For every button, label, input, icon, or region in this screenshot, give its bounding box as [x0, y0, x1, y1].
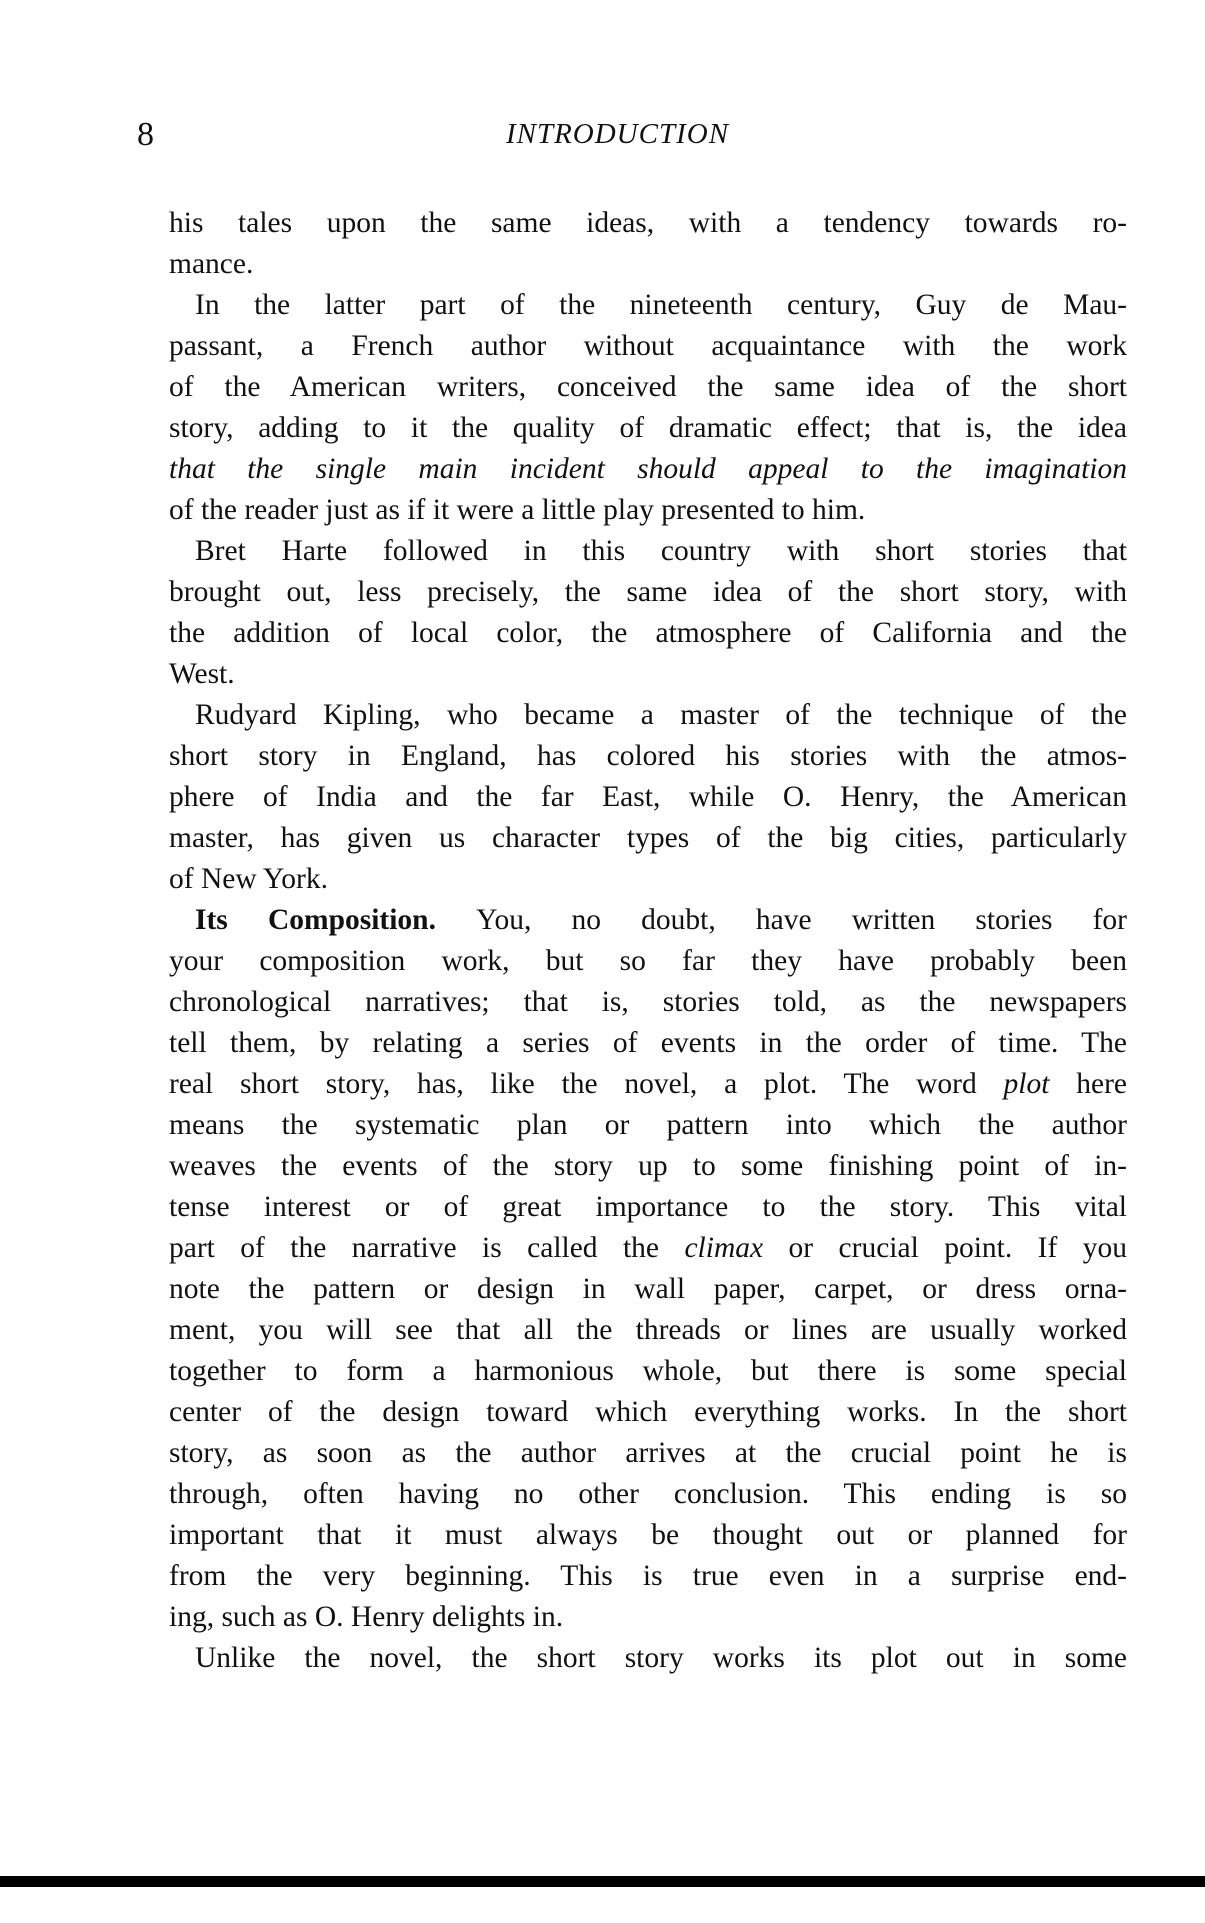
- text-line: together to form a harmonious whole, but there is some special: [169, 1355, 1127, 1387]
- text-line: of the reader just as if it were a little play presented to him.: [169, 494, 866, 526]
- text-line: short story in England, has colored his stories with the atmos-: [169, 740, 1127, 772]
- text-line: mance.: [169, 248, 254, 280]
- text-line: your composition work, but so far they have probably been: [169, 945, 1127, 977]
- section-heading: Its Composition.: [195, 904, 477, 936]
- text-line: through, often having no other conclusion. This ending is so: [169, 1478, 1127, 1510]
- text-line: the addition of local color, the atmosphere of California and the: [169, 617, 1127, 649]
- text-line: real short story, has, like the novel, a plot. The word plot here: [169, 1068, 1128, 1100]
- text-line: his tales upon the same ideas, with a tendency towards ro-: [169, 207, 1127, 239]
- text-line: weaves the events of the story up to some finishing point of in-: [169, 1150, 1127, 1182]
- text-line: tell them, by relating a series of events in the order of time. The: [169, 1027, 1127, 1059]
- text-line: of the American writers, conceived the same idea of the short: [169, 371, 1127, 403]
- text-line: part of the narrative is called the climax or crucial point. If you: [169, 1232, 1127, 1264]
- body-text: [169, 203, 1127, 1679]
- text-line: ing, such as O. Henry delights in.: [169, 1601, 564, 1633]
- text-line: brought out, less precisely, the same idea of the short story, with: [169, 576, 1127, 608]
- text-line: In the latter part of the nineteenth century, Guy de Mau-: [195, 289, 1127, 321]
- text-line: Bret Harte followed in this country with short stories that: [195, 535, 1127, 567]
- text-line: center of the design toward which everything works. In the short: [169, 1396, 1127, 1428]
- text-line: note the pattern or design in wall paper, carpet, or dress orna-: [169, 1273, 1127, 1305]
- text-line: Its Composition. You, no doubt, have written stories for: [195, 904, 1127, 936]
- bottom-rule: [0, 1876, 1205, 1887]
- text-line: ment, you will see that all the threads or lines are usually worked: [169, 1314, 1127, 1346]
- text-line: phere of India and the far East, while O. Henry, the American: [169, 781, 1127, 813]
- text-line: master, has given us character types of the big cities, particularly: [169, 822, 1127, 854]
- text-line: chronological narratives; that is, stories told, as the newspapers: [169, 986, 1127, 1018]
- page-number: 8: [137, 116, 154, 153]
- text-line: of New York.: [169, 863, 328, 895]
- text-line: story, as soon as the author arrives at the crucial point he is: [169, 1437, 1127, 1469]
- text-line: West.: [169, 658, 235, 690]
- text-line: Rudyard Kipling, who became a master of the technique of the: [195, 699, 1127, 731]
- text-line: from the very beginning. This is true even in a surprise end-: [169, 1560, 1127, 1592]
- text-line: important that it must always be thought out or planned for: [169, 1519, 1127, 1551]
- text-line: story, adding to it the quality of dramatic effect; that is, the idea: [169, 412, 1127, 444]
- text-line: tense interest or of great importance to the story. This vital: [169, 1191, 1127, 1223]
- running-head: INTRODUCTION: [505, 118, 730, 150]
- text-line: means the systematic plan or pattern into which the author: [169, 1109, 1127, 1141]
- text-line: that the single main incident should appeal to the imagination: [169, 453, 1127, 485]
- text-line: passant, a French author without acquaintance with the work: [169, 330, 1127, 362]
- text-line: Unlike the novel, the short story works its plot out in some: [195, 1642, 1127, 1674]
